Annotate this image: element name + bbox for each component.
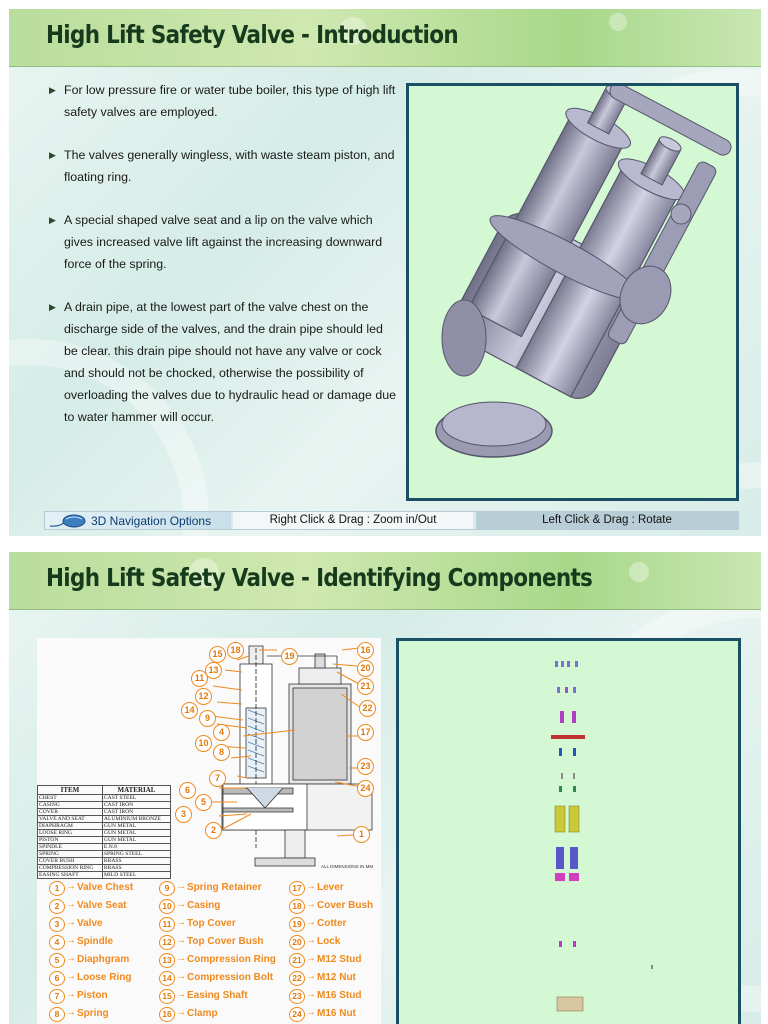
3d-navigation-bar bbox=[44, 511, 739, 530]
table-row bbox=[38, 865, 171, 872]
callout-7: 7 bbox=[209, 770, 226, 787]
legend-item[interactable] bbox=[49, 1006, 169, 1024]
arrow-icon: → bbox=[66, 971, 76, 982]
legend-number: 21 bbox=[289, 953, 305, 968]
arrow-icon: → bbox=[176, 1007, 186, 1018]
item-cell: COVER BUSH bbox=[38, 858, 103, 865]
arrow-icon: → bbox=[176, 953, 186, 964]
legend-item[interactable] bbox=[49, 898, 169, 916]
material-cell: CAST IRON bbox=[102, 802, 170, 809]
bullet-text: A special shaped valve seat and a lip on the valve which gives increased valve lift against the increasing downward force of the spring. bbox=[64, 213, 383, 271]
bullet-item bbox=[47, 209, 397, 275]
legend-item[interactable] bbox=[159, 880, 279, 898]
legend-item[interactable] bbox=[159, 898, 279, 916]
column-header: ITEM bbox=[38, 786, 103, 795]
legend-number: 1 bbox=[49, 881, 65, 896]
exploded-view-viewer[interactable] bbox=[396, 638, 741, 1024]
callout-4: 4 bbox=[213, 724, 230, 741]
arrow-icon: → bbox=[176, 989, 186, 1000]
bullet-text: For low pressure fire or water tube boiler, this type of high lift safety valves are employed. bbox=[64, 83, 396, 119]
legend-label: Loose Ring bbox=[77, 972, 132, 983]
arrow-icon: → bbox=[306, 953, 316, 964]
legend-number: 11 bbox=[159, 917, 175, 932]
bullet-arrow-icon: ▶ bbox=[49, 215, 56, 225]
legend-label: Diaphgram bbox=[77, 954, 130, 965]
legend-label: Valve bbox=[77, 918, 103, 929]
navigation-options bbox=[45, 512, 231, 529]
callout-19: 19 bbox=[281, 648, 298, 665]
item-cell: SPINDLE bbox=[38, 844, 103, 851]
legend-column bbox=[159, 880, 279, 1024]
dimension-note: ALL DIMENSIONS IN MM bbox=[321, 864, 374, 869]
arrow-icon: → bbox=[306, 935, 316, 946]
arrow-icon: → bbox=[176, 917, 186, 928]
legend-number: 23 bbox=[289, 989, 305, 1004]
legend-column bbox=[289, 880, 409, 1024]
legend-number: 9 bbox=[159, 881, 175, 896]
legend-number: 16 bbox=[159, 1007, 175, 1022]
item-cell: VALVE AND SEAT bbox=[38, 816, 103, 823]
bullet-arrow-icon: ▶ bbox=[49, 302, 56, 312]
callout-14: 14 bbox=[181, 702, 198, 719]
arrow-icon: → bbox=[306, 881, 316, 892]
callout-15: 15 bbox=[209, 646, 226, 663]
legend-item[interactable] bbox=[49, 970, 169, 988]
title-bar bbox=[9, 9, 761, 67]
components-diagram-panel bbox=[37, 638, 381, 1024]
legend-label: Cotter bbox=[317, 918, 347, 929]
bullet-text: A drain pipe, at the lowest part of the valve chest on the discharge side of the valves, and the drain pipe should led be clear. this drain pipe should not have any valve or cock and should not be chocked, otherwise the possibility of overloading the valves due to hydraulic head or damage due to water hammer will occur. bbox=[64, 300, 397, 424]
item-cell: SPRING bbox=[38, 851, 103, 858]
material-cell: GUN METAL bbox=[102, 830, 170, 837]
legend-number: 12 bbox=[159, 935, 175, 950]
legend-label: Spring bbox=[77, 1008, 109, 1019]
item-cell: DIAPHRAGM bbox=[38, 823, 103, 830]
legend-label: Lever bbox=[317, 882, 344, 893]
legend-item[interactable] bbox=[159, 952, 279, 970]
legend-label: Spindle bbox=[77, 936, 114, 947]
callout-17: 17 bbox=[357, 724, 374, 741]
navigation-label: 3D Navigation Options bbox=[91, 514, 212, 528]
legend-label: Lock bbox=[317, 936, 341, 947]
material-cell: GUN METAL bbox=[102, 837, 170, 844]
table-row bbox=[38, 830, 171, 837]
item-cell: COMPRESSION RING bbox=[38, 865, 103, 872]
legend-label: Valve Seat bbox=[77, 900, 127, 911]
legend-number: 22 bbox=[289, 971, 305, 986]
legend-number: 17 bbox=[289, 881, 305, 896]
material-cell: BRASS bbox=[102, 858, 170, 865]
callout-24: 24 bbox=[357, 780, 374, 797]
arrow-icon: → bbox=[66, 899, 76, 910]
legend-item[interactable] bbox=[289, 970, 409, 988]
table-row bbox=[38, 872, 171, 879]
column-header: MATERIAL bbox=[102, 786, 170, 795]
slide-title: High Lift Safety Valve - Introduction bbox=[46, 20, 458, 49]
table-row bbox=[38, 816, 171, 823]
callout-2: 2 bbox=[205, 822, 222, 839]
callout-3: 3 bbox=[175, 806, 192, 823]
legend-item[interactable] bbox=[159, 1006, 279, 1024]
legend-item[interactable] bbox=[289, 952, 409, 970]
legend-label: Casing bbox=[187, 900, 221, 911]
legend-label: Cover Bush bbox=[317, 900, 374, 911]
arrow-icon: → bbox=[306, 971, 316, 982]
material-cell: E.N.8 bbox=[102, 844, 170, 851]
legend-item[interactable] bbox=[49, 916, 169, 934]
rotate-instruction: Left Click & Drag : Rotate bbox=[476, 512, 738, 529]
table-row bbox=[38, 823, 171, 830]
decor-bubble bbox=[629, 562, 649, 582]
callout-16: 16 bbox=[357, 642, 374, 659]
legend-item[interactable] bbox=[289, 988, 409, 1006]
legend-label: M16 Nut bbox=[317, 1008, 356, 1019]
slide-introduction bbox=[9, 9, 761, 536]
table-row bbox=[38, 851, 171, 858]
bullet-arrow-icon: ▶ bbox=[49, 150, 56, 160]
material-cell: GUN METAL bbox=[102, 823, 170, 830]
table-row bbox=[38, 844, 171, 851]
legend-label: Piston bbox=[77, 990, 108, 1001]
callout-13: 13 bbox=[205, 662, 222, 679]
legend-label: M16 Stud bbox=[317, 990, 362, 1001]
legend-item[interactable] bbox=[49, 952, 169, 970]
callout-5: 5 bbox=[195, 794, 212, 811]
table-row bbox=[38, 809, 171, 816]
arrow-icon: → bbox=[176, 899, 186, 910]
arrow-icon: → bbox=[66, 881, 76, 892]
legend-number: 6 bbox=[49, 971, 65, 986]
callout-22: 22 bbox=[359, 700, 376, 717]
legend-item[interactable] bbox=[289, 880, 409, 898]
slide-identifying-components bbox=[9, 552, 761, 1024]
legend-number: 5 bbox=[49, 953, 65, 968]
item-cell: PISTON bbox=[38, 837, 103, 844]
table-row bbox=[38, 837, 171, 844]
arrow-icon: → bbox=[306, 899, 316, 910]
legend-item[interactable] bbox=[289, 916, 409, 934]
legend-number: 20 bbox=[289, 935, 305, 950]
arrow-icon: → bbox=[66, 1007, 76, 1018]
arrow-icon: → bbox=[66, 989, 76, 1000]
legend-label: M12 Stud bbox=[317, 954, 362, 965]
bullet-list bbox=[47, 79, 397, 449]
arrow-icon: → bbox=[176, 971, 186, 982]
legend-label: M12 Nut bbox=[317, 972, 356, 983]
material-table bbox=[37, 785, 171, 879]
legend-item[interactable] bbox=[49, 988, 169, 1006]
table-row bbox=[38, 795, 171, 802]
table-row bbox=[38, 858, 171, 865]
zoom-instruction: Right Click & Drag : Zoom in/Out bbox=[233, 512, 473, 529]
callout-18: 18 bbox=[227, 642, 244, 659]
legend-item[interactable] bbox=[159, 934, 279, 952]
exploded-parts-model[interactable] bbox=[399, 641, 738, 1024]
decor-bubble bbox=[609, 13, 627, 31]
arrow-icon: → bbox=[176, 935, 186, 946]
3d-model-viewer[interactable] bbox=[406, 83, 739, 501]
callout-20: 20 bbox=[357, 660, 374, 677]
arrow-icon: → bbox=[306, 989, 316, 1000]
legend-item[interactable] bbox=[289, 934, 409, 952]
table-header-row bbox=[38, 786, 171, 795]
legend-label: Compression Ring bbox=[187, 954, 276, 965]
mouse-icon bbox=[48, 513, 88, 528]
material-cell: CAST STEEL bbox=[102, 795, 170, 802]
legend-number: 10 bbox=[159, 899, 175, 914]
legend-number: 18 bbox=[289, 899, 305, 914]
legend-item[interactable] bbox=[289, 898, 409, 916]
callout-8: 8 bbox=[213, 744, 230, 761]
legend-item[interactable] bbox=[49, 934, 169, 952]
legend-number: 3 bbox=[49, 917, 65, 932]
material-cell: BRASS bbox=[102, 865, 170, 872]
callout-21: 21 bbox=[357, 678, 374, 695]
bullet-text: The valves generally wingless, with waste steam piston, and floating ring. bbox=[64, 148, 395, 184]
legend-number: 8 bbox=[49, 1007, 65, 1022]
bullet-arrow-icon: ▶ bbox=[49, 85, 56, 95]
legend-number: 19 bbox=[289, 917, 305, 932]
material-cell: ALUMINIUM BRONZE bbox=[102, 816, 170, 823]
legend-number: 13 bbox=[159, 953, 175, 968]
table-row bbox=[38, 802, 171, 809]
legend-item[interactable] bbox=[49, 880, 169, 898]
legend-column bbox=[49, 880, 169, 1024]
item-cell: EASING SHAFT bbox=[38, 872, 103, 879]
legend-item[interactable] bbox=[159, 916, 279, 934]
legend-label: Top Cover bbox=[187, 918, 236, 929]
title-bar bbox=[9, 552, 761, 610]
item-cell: CASING bbox=[38, 802, 103, 809]
legend-number: 14 bbox=[159, 971, 175, 986]
arrow-icon: → bbox=[66, 917, 76, 928]
safety-valve-3d-model[interactable] bbox=[409, 86, 736, 498]
callout-1: 1 bbox=[353, 826, 370, 843]
material-cell: SPRING STEEL bbox=[102, 851, 170, 858]
callout-10: 10 bbox=[195, 735, 212, 752]
callout-23: 23 bbox=[357, 758, 374, 775]
arrow-icon: → bbox=[66, 935, 76, 946]
legend-label: Top Cover Bush bbox=[187, 936, 264, 947]
legend-number: 4 bbox=[49, 935, 65, 950]
callout-12: 12 bbox=[195, 688, 212, 705]
material-cell: CAST IRON bbox=[102, 809, 170, 816]
legend-item[interactable] bbox=[159, 988, 279, 1006]
legend-label: Easing Shaft bbox=[187, 990, 248, 1001]
legend-number: 24 bbox=[289, 1007, 305, 1022]
material-cell: MILD STEEL bbox=[102, 872, 170, 879]
arrow-icon: → bbox=[176, 881, 186, 892]
legend-number: 7 bbox=[49, 989, 65, 1004]
legend-number: 2 bbox=[49, 899, 65, 914]
legend-item[interactable] bbox=[289, 1006, 409, 1024]
item-cell: CHEST bbox=[38, 795, 103, 802]
legend-label: Spring Retainer bbox=[187, 882, 262, 893]
arrow-icon: → bbox=[306, 1007, 316, 1018]
bullet-item bbox=[47, 79, 397, 123]
legend-label: Clamp bbox=[187, 1008, 218, 1019]
arrow-icon: → bbox=[66, 953, 76, 964]
item-cell: LOOSE RING bbox=[38, 830, 103, 837]
callout-9: 9 bbox=[199, 710, 216, 727]
legend-label: Valve Chest bbox=[77, 882, 134, 893]
bullet-item bbox=[47, 296, 397, 428]
slide-title: High Lift Safety Valve - Identifying Components bbox=[46, 563, 593, 592]
callout-11: 11 bbox=[191, 670, 208, 687]
item-cell: COVER bbox=[38, 809, 103, 816]
arrow-icon: → bbox=[306, 917, 316, 928]
legend-item[interactable] bbox=[159, 970, 279, 988]
callout-6: 6 bbox=[179, 782, 196, 799]
legend-number: 15 bbox=[159, 989, 175, 1004]
legend-label: Compression Bolt bbox=[187, 972, 274, 983]
bullet-item bbox=[47, 144, 397, 188]
